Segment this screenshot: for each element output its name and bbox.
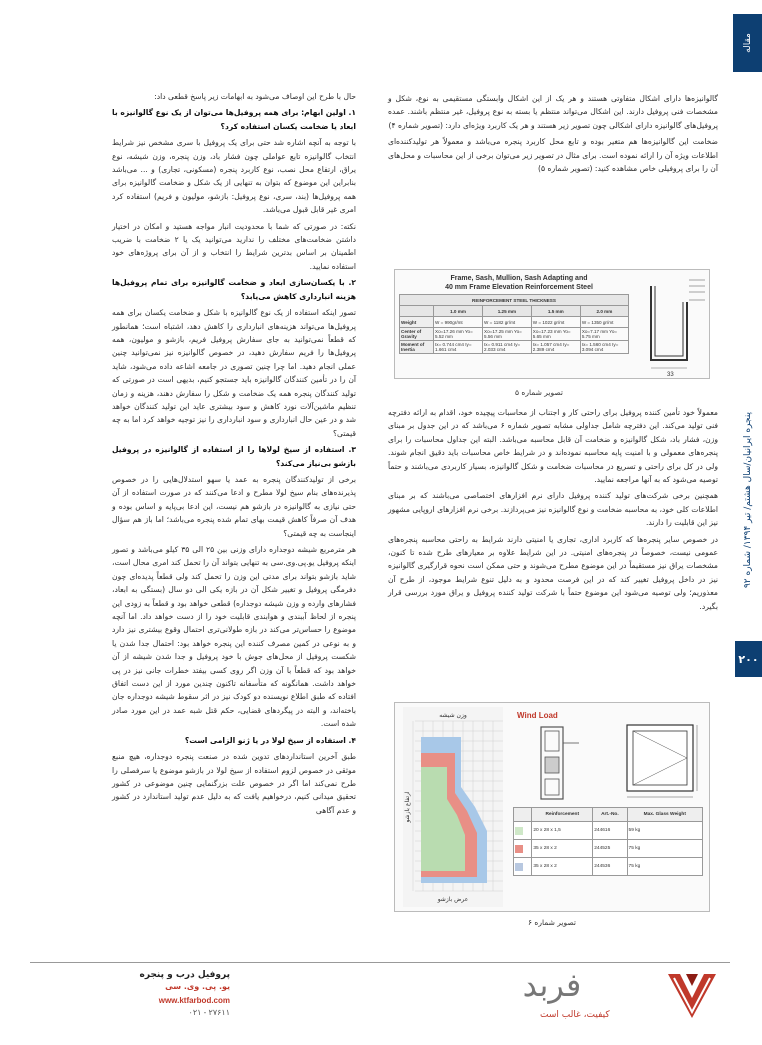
paragraph: با توجه به آنچه اشاره شد حتی برای یک پروفیل با سری مشخص نیز شرایط انتخاب گالوانیزه تابع عواملی چون فشار باد، وزن پنجره، وزن شیشه، نوع یراق، ارتفاع محل نصب، نوع کاربرد پنجره (مسکونی، تجاری) و ... می‌باشد بنابراین این موضوع که بتوان به تنهایی از یک شکل و ضخامت گالوانیزه برای همه پروفیل‌ها (بند، سری، نوع پروفیل: بازشو، مولیون و فریم) استفاده کرد امری غیر قابل قبول می‌باشد.: [112, 138, 356, 215]
wind-table-header: Max. Glass Weight: [627, 808, 702, 822]
brand-logo-icon: [664, 968, 720, 1028]
table-row: [400, 328, 629, 341]
window-elevation-drawing: [621, 721, 703, 801]
color-swatch: [515, 863, 523, 871]
table-row: [400, 317, 629, 328]
paragraph: نکته: در صورتی که شما با محدودیت انبار مواجه هستید و امکان در اختیار داشتن ضخامت‌های مختلف را ندارید می‌توانید یک یا ۲ ضخامت با ضریب اطمینان بر اساس بدترین شرایط را انتخاب و از آن برای پروژه‌های خود استفاده نمایید.: [112, 221, 356, 271]
color-swatch: [515, 845, 523, 853]
table-row: [514, 822, 703, 840]
glass-weight-chart: [403, 707, 503, 907]
table-cell: W = 1350 gr/mt: [580, 317, 628, 328]
table-cell: 244616: [593, 822, 627, 840]
reinforcement-table: [399, 294, 629, 354]
figure-5-title-line1: Frame, Sash, Mullion, Sash Adapting and: [450, 275, 588, 282]
paragraph: طبق آخرین استانداردهای تدوین شده در صنعت پنجره دوجداره، هیچ منبع موثقی در خصوص لزوم استفاده از سیخ لولا در بازشو موضوع یا سرفصلی را طرح نمی‌کند اما اگر در خصوص علت بزرگنمایی چنین موضوعی در کشور تحقیق میدانی کنیم، درخواهیم یافت که به دلیل عدم تولید استاندارد در کشور و عدم آگاهی: [112, 752, 356, 815]
figure-5: [394, 269, 710, 379]
table-corner: [400, 306, 434, 317]
reinforcement-table-header: REINFORCEMENT STEEL THICKNESS: [400, 295, 629, 306]
thickness-column-header: 1.25 mm: [483, 306, 532, 317]
color-swatch-cell: [514, 858, 532, 876]
table-row: [514, 840, 703, 858]
right-column-bottom: [388, 406, 718, 616]
footer-contact: [30, 970, 230, 1017]
table-cell: W = 990gr/mt: [434, 317, 483, 328]
color-swatch-cell: [514, 822, 532, 840]
left-column: [112, 90, 356, 820]
section-tab: [733, 14, 762, 72]
thickness-column-header: 2.0 mm: [580, 306, 628, 317]
table-cell: Ix= 1.057 cm4 Iy= 2.389 cm4: [531, 341, 580, 354]
magazine-issue: [733, 380, 762, 620]
table-cell: Ix= 0.744 cm4 Iy= 1.661 cm4: [434, 341, 483, 354]
swatch-header: [514, 808, 532, 822]
table-cell: Ix= 1.560 cm4 Iy= 3.094 cm4: [580, 341, 628, 354]
brand-name: فربد: [522, 966, 582, 1004]
figure-6-caption: تصویر شماره ۶: [528, 918, 576, 927]
section-heading: ۲. با یکسان‌سازی ابعاد و ضخامت گالوانیزه برای تمام پروفیل‌ها هزینه انبارداری کاهش می‌یابد؟: [112, 278, 356, 301]
table-cell: 20 x 28 x 1,5: [532, 822, 593, 840]
section-heading: ۱. اولین ابهام: برای همه پروفیل‌ها می‌توان از یک نوع گالوانیزه با ابعاد یا ضخامت یکسان استفاده کرد؟: [112, 108, 356, 131]
figure-5-title: [409, 274, 629, 292]
footer-phone: ۰۲۱ - ۲۷۶۱۱: [188, 1008, 230, 1017]
wind-load-title: Wind Load: [517, 711, 558, 720]
chart-title: وزن شیشه: [439, 712, 467, 719]
paragraph: معمولاً خود تأمین کننده پروفیل برای راحتی کار و اجتناب از محاسبات پیچیده خود، اقدام به ارائه دفترچه فنی تولید می‌کند. این دفترچه شامل جداولی مشابه تصویر شماره ۶ می‌باشد که در این جدول بر مبنای وزن، فشار باد، شکل گالوانیزه و ضخامت آن قابل محاسبه می‌باشد. البته این جداول محاسبات را برای پنجره‌های معمولی و با امنیت پایه محاسبه نموده‌اند و در شرایط خاص محاسبات باید دقیق انجام شوند. ولی در کل برای راحتی و تسریع در محاسبات ضخامت و شکل گالوانیزه، بسیار کاربردی می‌باشند و حتماً توصیه می‌شود که به آنها مراجعه نمایید.: [388, 408, 718, 485]
row-label: Weight: [400, 317, 434, 328]
section-heading: ۳. استفاده از سیخ لولاها را از استفاده از گالوانیزه در پروفیل بازشو بی‌نیاز می‌کند؟: [112, 445, 356, 468]
table-cell: W = 1182 gr/mt: [483, 317, 532, 328]
color-swatch-cell: [514, 840, 532, 858]
paragraph: هر مترمربع شیشه دوجداره دارای وزنی بین ۲۵ الی ۳۵ کیلو می‌باشد و تصور اینکه پروفیل یو.پی.وی.سی به تنهایی بتواند آن را تحمل کند امری محال است، شاید بازشو بتواند برای مدتی این وزن را تحمل کند ولی قطعاً پدیده‌ای چون دفرمگی پروفیل و تغییر شکل آن در بازه یکی الی دو سال (بستگی به ابعاد، فشارهای وارده و وزن شیشه دوجداره) قطعی خواهد بود و قطعاً به زودی این پنجره از لحاظ آببندی و هوابندی قابلیت خود را از دست خواهد داد. اما آنچه موضوع را حساس‌تر می‌کند در بازه طولانی‌تری احتمال وقوع بیشتری نیز دارد و به نوعی در کمین مصرف کننده این پنجره خواهد بود: احتمال جدا شدن یا شکست پروفیل از محل‌های جوش با خود پروفیل و جدا شدن شیشه از آن خواهد بود که قطعاً با آن وزن اگر روی کسی بیفتد خطرات جانی نیز در پی خواهد داشت. همانگونه که متأسفانه تاکنون چندین مورد از این دست اتفاق افتاده که طبق اطلاع نویسنده دو کودک نیز در اثر سقوط شیشه دوجداره جان باخته‌اند، و البته در پیگردهای قضایی، حکم قتل شبه عمد در این مورد صادر شده است.: [112, 545, 356, 729]
row-label: Center of Gravity: [400, 328, 434, 341]
profile-cross-section: [517, 723, 587, 803]
color-swatch: [515, 827, 523, 835]
wind-load-table: [513, 807, 703, 876]
table-row: [400, 341, 629, 354]
page-number: ۲۰۰: [735, 641, 762, 677]
table-cell: Xo=17.23 mm Yo= 5.65 mm: [531, 328, 580, 341]
table-cell: Xo=7.17 mm Yo= 5.75 mm: [580, 328, 628, 341]
row-label: Moment of Inertia: [400, 341, 434, 354]
table-cell: W = 1022 gr/mt: [531, 317, 580, 328]
footer-material-line: یو. پی. وی. سی: [165, 982, 230, 991]
paragraph: همچنین برخی شرکت‌های تولید کننده پروفیل دارای نرم افزارهای اختصاصی می‌باشند که بر مبنای اطلاعات کلی خود، به محاسبه ضخامت و نوع گالوانیزه نیز می‌پردازند. برخی نرم افزارهای اروپایی مشهور نیز این قابلیت را دارند.: [388, 491, 718, 528]
paragraph: تصور اینکه استفاده از یک نوع گالوانیزه با شکل و ضخامت یکسان برای همه پروفیل‌ها می‌تواند هزینه‌های انبارداری را کاهش دهد، اشتباه است؛ همانطور که قطعاً نمی‌توانید به جای سفارش پروفیل فریم، بازشو و مولیون، همه پروفیل‌ها را فریم سفارش دهید، در خصوص گالوانیزه نیز نمی‌توانید چنین عملی انجام دهید. اما چرا چنین تصوری در جامعه اشاعه داده می‌شود، شاید آن را در تأمین کنندگان گالوانیزه باید جستجو کنیم، بدیهی است در صورتی که تولید کنندگان پنجره همه یک ضخامت و شکل را سفارش دهند، هزینه و زمان تنظیم ماشین‌آلات نورد کاهش و سود بیشتری عاید این تولید کنندگان خواهد شد و در عین حال انبارداری و سود انبارداری را نیز توجیه خواهد کرد اما به چه قیمتی؟: [112, 308, 356, 438]
footer-product-line: پروفیل درب و پنجره: [139, 970, 230, 980]
table-cell: Ix= 0.911 cm4 Iy= 2.033 cm4: [483, 341, 532, 354]
table-cell: 75 kg: [627, 858, 702, 876]
thickness-column-header: 1.5 mm: [531, 306, 580, 317]
paragraph: ضخامت این گالوانیزه‌ها هم متغیر بوده و تابع محل کاربرد پنجره می‌باشد و معمولاً هر تولیدکننده‌ای اطلاعات ویژه آن را ارائه نموده است. برای مثال در تصویر زیر می‌توان برخی از این محاسبات و محل‌های آن را برای پروفیلی خاص مشاهده کنید: (تصویر شماره ۵): [388, 137, 718, 174]
footer-website[interactable]: www.ktfarbod.com: [158, 996, 230, 1005]
paragraph: برخی از تولیدکنندگان پنجره به عمد یا سهو استدلال‌هایی را در خصوص پذیرنده‌های بنام سیخ لولا مطرح و ادعا می‌کنند که در صورت استفاده از آن حتی نیازی به گالوانیزه در بازشو هم نیست، این ادعا بی‌پایه و اساس بوده و هدف آن صرفاً کاهش قیمت بهای تمام شده پنجره می‌باشد؛ اما باز هم سؤال اینجاست به چه قیمتی؟: [112, 474, 356, 538]
table-cell: 244525: [593, 840, 627, 858]
brand-tagline: کیفیت، غالب است: [540, 1010, 610, 1020]
table-cell: 244536: [593, 858, 627, 876]
paragraph: حال با طرح این اوصاف می‌شود به ابهامات زیر پاسخ قطعی داد:: [154, 92, 356, 101]
figure-6: [394, 702, 710, 912]
figure-5-title-line2: 40 mm Frame Elevation Reinforcement Steel: [445, 284, 593, 291]
footer-divider: [30, 962, 730, 963]
paragraph: در خصوص سایر پنجره‌ها که کاربرد اداری، تجاری یا امنیتی دارند شرایط به راحتی محاسبه پنجره‌های عمومی نیست، خصوصاً در پنجره‌های امنیتی. در این شرایط علاوه بر معیارهای طرح شده تا کنون، مشخصات یراق نیز مستقیماً در این موضوع مطرح می‌شوند و حتی ممکن است نحوه قرارگیری گالوانیزه نیز در داخل پروفیل تغییر کند که در این فرصت محدود و به دلیل تنوع شرایط موجود، از طرح آن معذوریم؛ ولی توصیه می‌شود این موضوع حتماً با شرکت تولید کننده پروفیل و یراق مورد بررسی قرار بگیرد.: [388, 534, 718, 611]
wind-table-header: Reinforcement: [532, 808, 593, 822]
wind-load-panel: [511, 707, 707, 907]
chart-y-label: ارتفاع بازشو: [404, 791, 411, 823]
table-cell: Xo=17.25 mm Yo= 5.56 mm: [483, 328, 532, 341]
table-cell: 75 kg: [627, 840, 702, 858]
table-cell: 59 kg: [627, 822, 702, 840]
wind-table-header: Art.-No.: [593, 808, 627, 822]
side-bar: [733, 0, 762, 1045]
figure-5-caption: تصویر شماره ۵: [515, 388, 563, 397]
table-cell: 35 x 28 x 2: [532, 840, 593, 858]
table-cell: 35 x 28 x 2: [532, 858, 593, 876]
dimension-label: 33: [667, 372, 674, 378]
right-column-top: [388, 92, 718, 178]
table-row: [514, 858, 703, 876]
table-cell: Xo=17.26 mm Yo= 5.52 mm: [434, 328, 483, 341]
section-tab-label: مقاله: [742, 33, 753, 53]
section-heading: ۴. استفاده از سیخ لولا در یا ژنو الزامی است؟: [184, 735, 356, 745]
thickness-column-header: 1.0 mm: [434, 306, 483, 317]
paragraph: گالوانیزه‌ها دارای اشکال متفاوتی هستند و هر یک از این اشکال وابستگی مستقیمی به نوع، شکل و مشخصات فنی پروفیل دارند. این اشکال می‌تواند منتظم یا بسته به نوع پروفیل، غیر منتظم باشند. عمده پروفیل‌های گالوانیزه دارای اشکالی چون تصویر زیر هستند و هر یک کاربرد ویژه‌ای دارد: (تصویر شماره ۴): [388, 94, 718, 130]
chart-x-label: عرض بازشو: [437, 896, 469, 903]
magazine-issue-label: پنجره ایرانیان/سال هشتم/ تیر ۱۳۹۴/ شماره ۹۲: [742, 411, 753, 589]
profile-section-drawing: [631, 272, 707, 378]
